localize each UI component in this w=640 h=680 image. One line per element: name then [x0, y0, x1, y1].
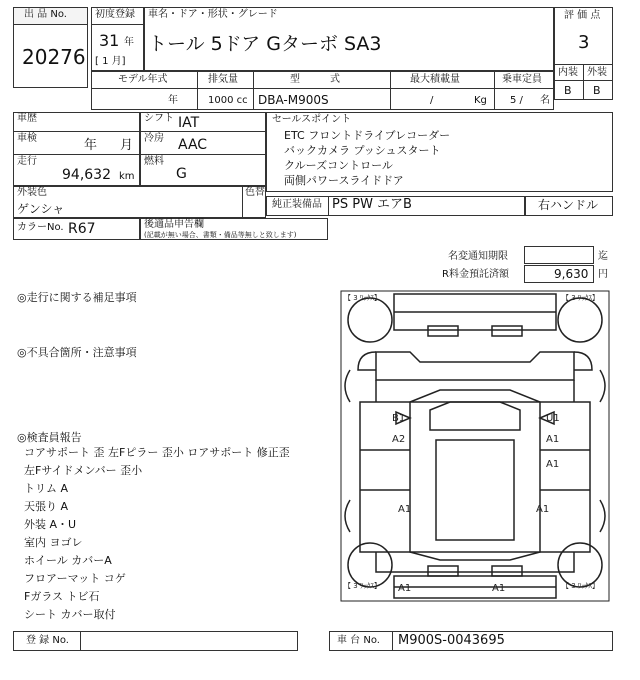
color-no-value: R67	[68, 221, 96, 237]
interior-grade: B	[564, 84, 572, 97]
damage-mark: B1	[392, 413, 406, 424]
recycle-value: 9,630	[554, 267, 589, 281]
sales-point-2: バックカメラ プッシュスタート	[284, 144, 441, 157]
recycle-label: R料金預託済額	[442, 269, 509, 280]
damage-mark: A1	[492, 583, 506, 594]
model-year-label: モデル年式	[118, 74, 168, 85]
report-line: 左Fサイドメンバー 歪小	[24, 464, 143, 477]
damage-mark: A1	[398, 583, 412, 594]
corner-mark: 【 3 ﾜｯｸｽ】	[344, 582, 381, 590]
car-diagram	[340, 290, 610, 602]
max-load-value: /	[430, 95, 434, 106]
exterior-color-value: ゲンシャ	[17, 202, 65, 216]
damage-mark: A1	[536, 504, 550, 515]
model-name-label: 車名・ドア・形状・グレード	[148, 9, 278, 20]
exterior-label: 外装	[587, 67, 607, 78]
first-reg-month: [ 1 月]	[95, 56, 126, 67]
color-no-label: カラーNo.	[17, 222, 64, 233]
name-change-label: 名変通知期限	[448, 251, 508, 262]
shaken-month-unit: 月	[120, 138, 134, 153]
mileage-label: 走行	[17, 156, 37, 167]
interior-label: 内装	[558, 67, 578, 78]
max-load-label: 最大積載量	[410, 74, 460, 85]
mileage-value: 94,632	[62, 167, 111, 183]
shaken-label: 車検	[17, 133, 37, 144]
report-line: トリム A	[24, 482, 69, 495]
aircon-value: AAC	[178, 137, 208, 153]
inspector-heading: ◎検査員報告	[17, 431, 82, 444]
aftermarket-label: 後適品申告欄	[144, 219, 204, 230]
damage-mark: A2	[392, 434, 406, 445]
capacity-label: 乗車定員	[502, 74, 542, 85]
mileage-unit: km	[119, 171, 135, 182]
shift-label: シフト	[144, 113, 174, 124]
report-line: ホイール カバーA	[24, 554, 112, 567]
exterior-color-label: 外装色	[17, 187, 47, 198]
fuel-label: 燃料	[144, 156, 164, 167]
report-line: 天張り A	[24, 500, 69, 513]
damage-mark: A1	[398, 504, 412, 515]
type-value: DBA-M900S	[258, 93, 329, 107]
aircon-label: 冷房	[144, 133, 164, 144]
lot-number: 20276	[22, 45, 86, 69]
first-reg-year-unit: 年	[124, 37, 134, 48]
report-line: 外装 A・U	[24, 518, 77, 531]
capacity-unit: 名	[540, 95, 550, 106]
max-load-unit: Kg	[474, 95, 487, 106]
sales-point-4: 両側パワースライドドア	[284, 174, 404, 187]
fuel-value: G	[176, 166, 187, 182]
sales-point-3: クルーズコントロール	[284, 159, 393, 172]
report-line: シート カバー取付	[24, 608, 116, 621]
sales-point-1: ETC フロントドライブレコーダー	[284, 129, 451, 142]
score-value: 3	[578, 32, 590, 53]
aftermarket-note: (記載が無い場合、書類・備品等無しと致します)	[144, 231, 297, 239]
corner-mark: 【 3 ﾜｯｸｽ】	[562, 582, 599, 590]
type-label: 型 式	[290, 74, 340, 85]
exterior-grade: B	[593, 84, 601, 97]
handle-value: 右ハンドル	[538, 198, 599, 212]
chassis-value: M900S-0043695	[398, 633, 505, 648]
name-change-unit: 迄	[598, 251, 608, 262]
genuine-equip-label: 純正装備品	[272, 199, 322, 210]
damage-mark: A1	[546, 434, 560, 445]
corner-mark: 【 3 ﾜｯｸｽ】	[562, 294, 599, 302]
damage-mark: U1	[546, 413, 560, 424]
genuine-equip-value: PS PW エアB	[332, 197, 412, 212]
score-label: 評 価 点	[564, 10, 601, 21]
report-line: 室内 ヨゴレ	[24, 536, 83, 549]
defects-heading: ◎不具合箇所・注意事項	[17, 346, 137, 359]
history-label: 車歴	[17, 113, 37, 124]
repaint-label: 色替	[245, 187, 265, 198]
chassis-label: 車 台 No.	[337, 635, 380, 646]
capacity-value: 5 /	[510, 95, 523, 106]
recycle-unit: 円	[598, 269, 608, 280]
shift-value: IAT	[178, 115, 200, 131]
report-line: フロアーマット コゲ	[24, 572, 126, 585]
model-name: トール 5ドア Gターボ SA3	[148, 33, 382, 55]
first-reg-label: 初度登録	[95, 9, 135, 20]
displacement-value: 1000 cc	[208, 95, 248, 106]
report-line: Fガラス トビ石	[24, 590, 100, 603]
displacement-label: 排気量	[208, 74, 238, 85]
first-reg-year: 31	[99, 31, 120, 50]
model-year-unit: 年	[168, 95, 178, 106]
name-change-box	[524, 246, 594, 264]
shaken-year-unit: 年	[84, 138, 98, 153]
supplement-heading: ◎走行に関する補足事項	[17, 291, 137, 304]
sales-points-label: セールスポイント	[272, 114, 352, 125]
corner-mark: 【 3 ﾜｯｸｽ】	[344, 294, 381, 302]
report-line: コアサポート 歪 左Fピラー 歪小 ロアサポート 修正歪	[24, 446, 290, 459]
damage-mark: A1	[546, 459, 560, 470]
registration-label: 登 録 No.	[26, 635, 69, 646]
lot-label: 出 品 No.	[24, 9, 67, 20]
